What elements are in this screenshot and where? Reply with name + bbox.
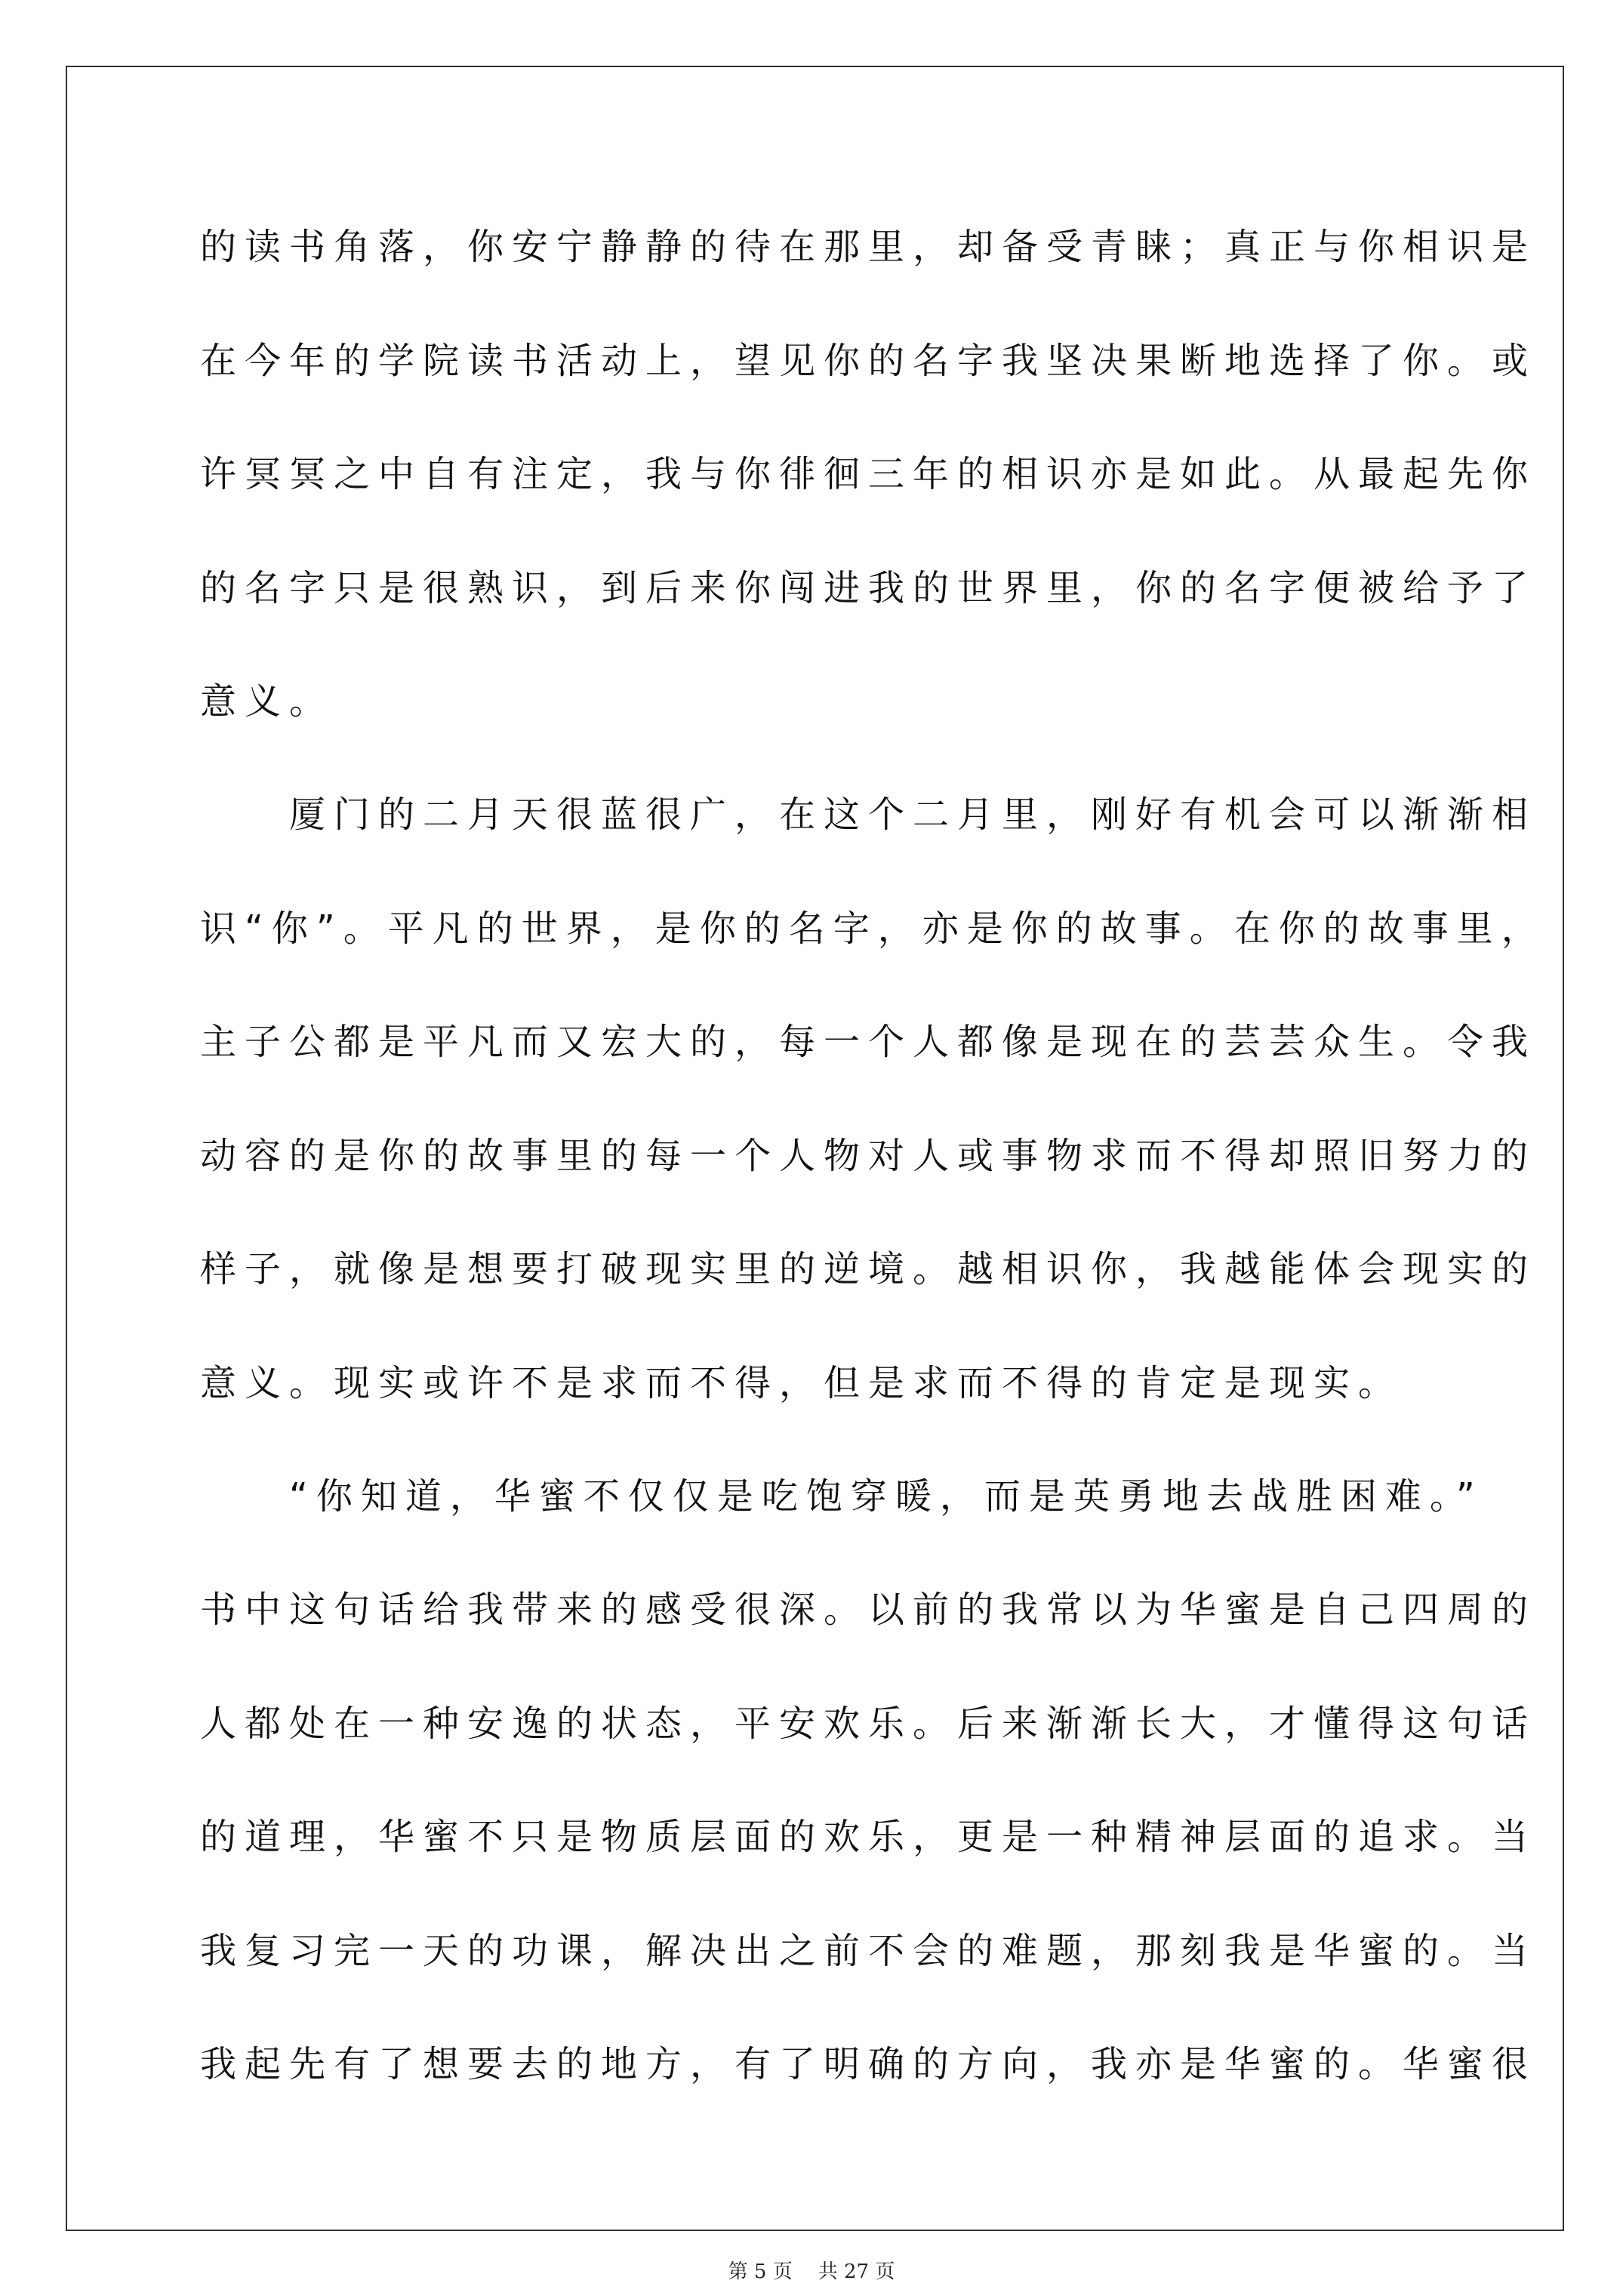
text-line: 的读书角落，你安宁静静的待在那里，却备受青睐；真正与你相识是 (200, 226, 1537, 268)
page-total: 共 27 页 (818, 2261, 895, 2283)
page-footer (0, 2259, 1623, 2285)
text-line: 主子公都是平凡而又宏大的，每一个人都像是现在的芸芸众生。令我 (200, 1021, 1537, 1063)
text-line: “你知道，华蜜不仅仅是吃饱穿暖，而是英勇地去战胜困难。” (200, 1475, 1483, 1518)
text-line: 识“你”。平凡的世界，是你的名字，亦是你的故事。在你的故事里， (200, 908, 1546, 950)
text-line: 意义。现实或许不是求而不得，但是求而不得的肯定是现实。 (200, 1362, 1403, 1404)
text-line: 的道理，华蜜不只是物质层面的欢乐，更是一种精神层面的追求。当 (200, 1816, 1537, 1858)
text-line: 意义。 (200, 680, 334, 723)
text-line: 我复习完一天的功课，解决出之前不会的难题，那刻我是华蜜的。当 (200, 1930, 1537, 1972)
page-number: 第 5 页 (728, 2261, 793, 2283)
text-line: 书中这句话给我带来的感受很深。以前的我常以为华蜜是自己四周的 (200, 1589, 1537, 1631)
text-line: 在今年的学院读书活动上，望见你的名字我坚决果断地选择了你。或 (200, 340, 1537, 382)
text-line: 动容的是你的故事里的每一个人物对人或事物求而不得却照旧努力的 (200, 1135, 1537, 1177)
text-line: 许冥冥之中自有注定，我与你徘徊三年的相识亦是如此。从最起先你 (200, 453, 1537, 495)
text-line: 的名字只是很熟识，到后来你闯进我的世界里，你的名字便被给予了 (200, 567, 1537, 609)
text-line: 人都处在一种安逸的状态，平安欢乐。后来渐渐长大，才懂得这句话 (200, 1703, 1537, 1745)
text-line: 我起先有了想要去的地方，有了明确的方向，我亦是华蜜的。华蜜很 (200, 2043, 1537, 2085)
text-line: 厦门的二月天很蓝很广，在这个二月里，刚好有机会可以渐渐相 (200, 794, 1537, 836)
text-line: 样子，就像是想要打破现实里的逆境。越相识你，我越能体会现实的 (200, 1248, 1537, 1290)
